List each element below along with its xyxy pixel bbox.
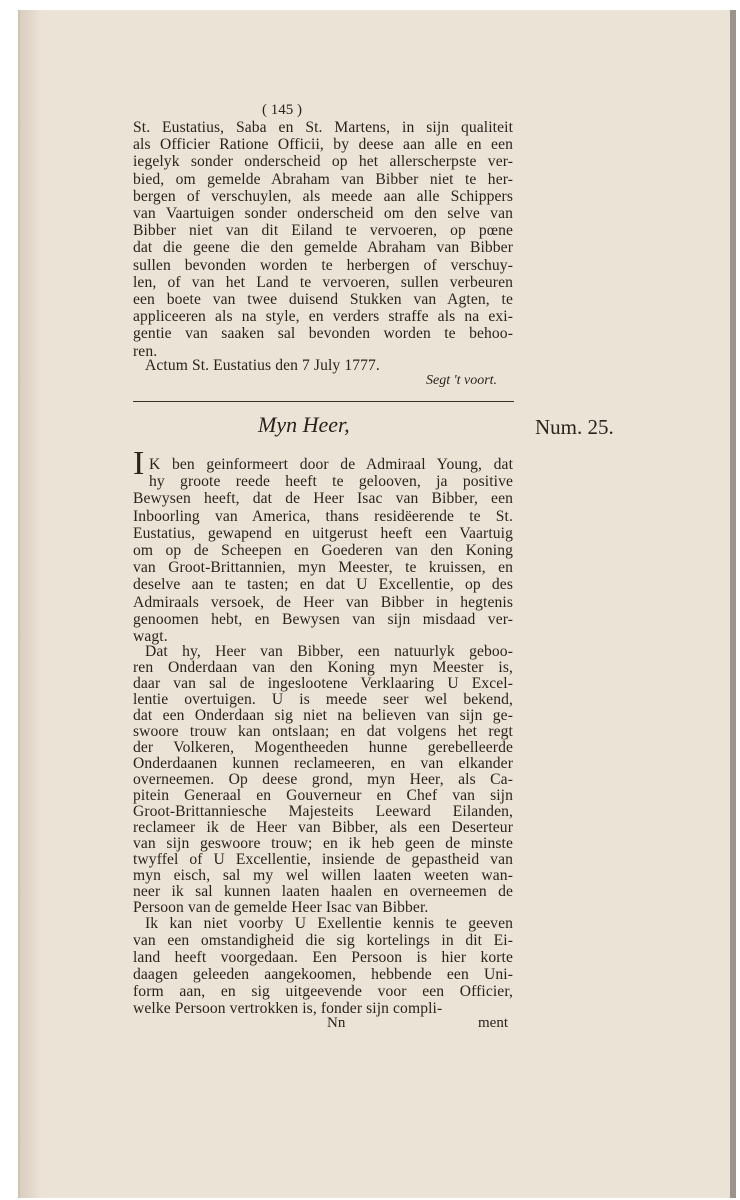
salutation: Myn Heer, bbox=[258, 412, 350, 437]
text-line: myn eisch, sal my wel willen laaten weeten wan- bbox=[133, 867, 513, 884]
text-line: welke Persoon vertrokken is, fonder sijn compli- bbox=[133, 1000, 443, 1017]
text-line: dat een Onderdaan sig niet na believen van sijn ge- bbox=[133, 707, 513, 724]
text-line: iegelyk sonder onderscheid op het allerscherpste ver- bbox=[133, 153, 513, 171]
text-line: twyffel of U Excellentie, insiende de gepastheid van bbox=[133, 851, 513, 868]
text-line: sullen bevonden worden te herbergen of verschuy- bbox=[133, 256, 513, 274]
text-line: lentie overtuigen. U is meede seer wel bekend, bbox=[133, 691, 513, 708]
page-edge bbox=[730, 10, 736, 1198]
text-line: form aan, en sig uitgeevende voor een Officier, bbox=[133, 983, 513, 1000]
text-line: gentie van saaken sal bevonden worden te behoo- bbox=[133, 325, 513, 343]
text-line: reclameer ik de Heer van Bibber, als een Deserteur bbox=[133, 819, 513, 836]
text-line: len, of van het Land te vervoeren, sullen verbeuren bbox=[133, 273, 513, 291]
text-line: St. Eustatius, Saba en St. Martens, in sijn qualiteit bbox=[133, 119, 513, 136]
text-line: Eustatius, gewapend en uitgerust heeft een Vaartuig bbox=[133, 524, 513, 542]
text-line: van een omstandigheid die sig kortelings in dit Ei- bbox=[133, 932, 513, 949]
text-line: bied, om gemelde Abraham van Bibber niet te her- bbox=[133, 170, 513, 188]
text-line: dat die geene die den gemelde Abraham van Bibber bbox=[133, 239, 513, 257]
section-divider bbox=[133, 401, 514, 402]
drop-cap: I bbox=[133, 445, 145, 482]
text-line: Groot-Brittanniesche Majesteits Leeward Eilanden, bbox=[133, 803, 513, 820]
text-line: K ben geinformeert door de Admiraal Young, dat bbox=[149, 456, 513, 473]
document-number-label: Num. 25. bbox=[535, 415, 614, 439]
text-line: van Groot-Brittannien, myn Meester, te kruissen, en bbox=[133, 559, 513, 577]
actum-line: Actum St. Eustatius den 7 July 1777. bbox=[145, 357, 380, 374]
text-line: ren. bbox=[133, 342, 158, 360]
text-line: genoomen hebt, en Bewysen van sijn misdaad ver- bbox=[133, 610, 513, 628]
page-number: ( 145 ) bbox=[262, 102, 302, 118]
text-line: Ik kan niet voorby U Exellentie kennis te geeven bbox=[145, 915, 513, 932]
text-line: hy groote reede heeft te gelooven, ja positive bbox=[149, 473, 513, 491]
catchword-signature: Nn bbox=[327, 1015, 346, 1031]
text-line: om op de Scheepen en Goederen van den Koning bbox=[133, 542, 513, 559]
text-line: van sijn geswoore trouw; en ik heb geen de minste bbox=[133, 835, 513, 852]
text-line: appliceeren als na style, en verders straffe als na exi- bbox=[133, 308, 513, 326]
text-line: swoore trouw kan ontslaan; en dat volgens het regt bbox=[133, 723, 513, 740]
text-line: wagt. bbox=[133, 628, 168, 645]
signature: Segt 't voort. bbox=[426, 373, 498, 388]
text-line: deselve aan te tasten; en dat U Excellentie, op des bbox=[133, 576, 513, 594]
text-line: Onderdaanen kunnen reclameeren, en van elkander bbox=[133, 755, 513, 772]
text-line: Bewysen heeft, dat de Heer Isac van Bibber, een bbox=[133, 490, 513, 508]
text-line: Dat hy, Heer van Bibber, een natuurlyk geboo- bbox=[145, 643, 513, 660]
text-line: bergen of verschuylen, als meede aan alle Schippers bbox=[133, 187, 513, 205]
text-line: Inboorling van America, thans residëerende te St. bbox=[133, 507, 513, 525]
text-line: daar van sal de ingeslootene Verklaaring U Excel- bbox=[133, 675, 513, 692]
text-line: daagen geleeden aangekoomen, hebbende een Uni- bbox=[133, 966, 513, 983]
catchword: ment bbox=[478, 1015, 508, 1031]
text-line: een boete van twee duisend Stukken van Agten, te bbox=[133, 291, 513, 308]
text-line: der Volkeren, Mogentheeden hunne gerebelleerde bbox=[133, 739, 513, 756]
page-gutter-shadow bbox=[20, 10, 42, 1198]
text-line: ren Onderdaan van den Koning myn Meester is, bbox=[133, 659, 513, 676]
text-line: van Vaartuigen sonder onderscheid om den selve van bbox=[133, 205, 513, 222]
text-line: neer ik sal kunnen laaten haalen en overneemen de bbox=[133, 883, 513, 900]
text-line: Admiraals versoek, de Heer van Bibber in hegtenis bbox=[133, 593, 513, 611]
text-line: pitein Generaal en Gouverneur en Chef van sijn bbox=[133, 787, 513, 804]
text-line: overneemen. Op deese grond, myn Heer, als Ca- bbox=[133, 771, 513, 788]
text-line: land heeft voorgedaan. Een Persoon is hier korte bbox=[133, 949, 513, 966]
text-line: Persoon van de gemelde Heer Isac van Bibber. bbox=[133, 899, 429, 916]
text-line: Bibber niet van dit Eiland te vervoeren, op pœne bbox=[133, 222, 513, 240]
text-line: als Officier Ratione Officii, by deese aan alle en een bbox=[133, 136, 513, 154]
